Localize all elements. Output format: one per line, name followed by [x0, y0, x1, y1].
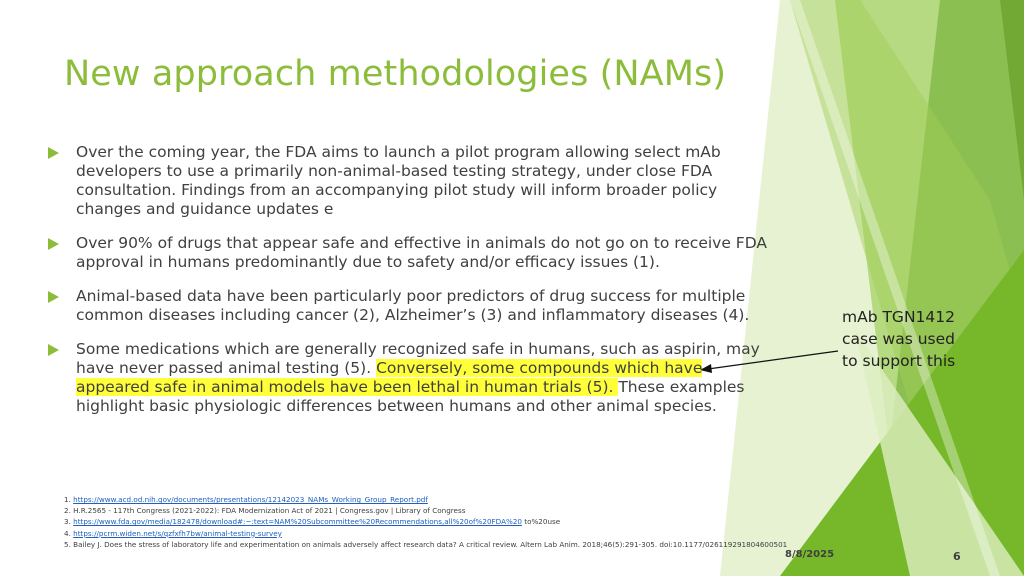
reference-number: 5. [64, 539, 71, 549]
reference-number: 3. [64, 517, 71, 527]
slide-title: New approach methodologies (NAMs) [64, 54, 727, 94]
reference-item [64, 494, 824, 505]
reference-link[interactable]: https://pcrm.widen.net/s/qzfxfh7bw/animal-testing-survey [73, 528, 282, 538]
highlighted-text: Conversely, some compounds which have appeared safe in animal models have been lethal in human trials (5). [76, 359, 703, 396]
references [64, 494, 824, 550]
reference-text: Bailey J. Does the stress of laboratory life and experimentation on animals adversely affect research data? A critical review. Altern Lab Anim. 2018;46(5):291-305. doi:10.1177/026119291804600501 [73, 539, 788, 549]
bullet-text: Over the coming year, the FDA aims to launch a pilot program allowing select mAb developers to use a primarily non-animal-based testing strategy, under close FDA consultation. Findings from an accompanying pilot study will inform broader policy changes and guidance updates e [76, 143, 721, 218]
reference-item [64, 516, 824, 527]
reference-link[interactable]: https://www.fda.gov/media/182478/download#:~:text=NAM%20Subcommittee%20Recommendations,all%20of%20FDA%20 [73, 517, 522, 527]
reference-number: 2. [64, 506, 71, 516]
reference-item [64, 528, 824, 539]
slide-number: 6 [953, 550, 961, 563]
reference-number: 4. [64, 528, 71, 538]
bullet-text-pre: Some medications which are generally recognized safe in humans, such as aspirin, may have never passed animal testing (5). [76, 340, 760, 377]
reference-number: 1. [64, 495, 71, 504]
reference-text: to%20use [521, 517, 561, 527]
reference-link[interactable]: https://www.acd.od.nih.gov/documents/presentations/12142023_NAMs_Working_Group_Report.pdf [73, 495, 428, 504]
reference-item [64, 539, 824, 550]
bullet-text-post: These examples highlight basic physiologic differences between humans and other animal species. [76, 378, 745, 415]
reference-item [64, 505, 824, 516]
annotation-callout: mAb TGN1412 case was used to support this [842, 308, 956, 370]
slide-date: 8/8/2025 [785, 549, 835, 560]
reference-text: H.R.2565 - 117th Congress (2021-2022): FDA Modernization Act of 2021 | Congress.gov | Library of Congress [73, 506, 466, 516]
bullet-text: Animal-based data have been particularly poor predictors of drug success for multiple common diseases including cancer (2), Alzheimer’s (3) and inflammatory diseases (4). [76, 287, 750, 324]
bullet-text: Over 90% of drugs that appear safe and effective in animals do not go on to receive FDA approval in humans predominantly due to safety and/or efficacy issues (1). [76, 234, 767, 271]
